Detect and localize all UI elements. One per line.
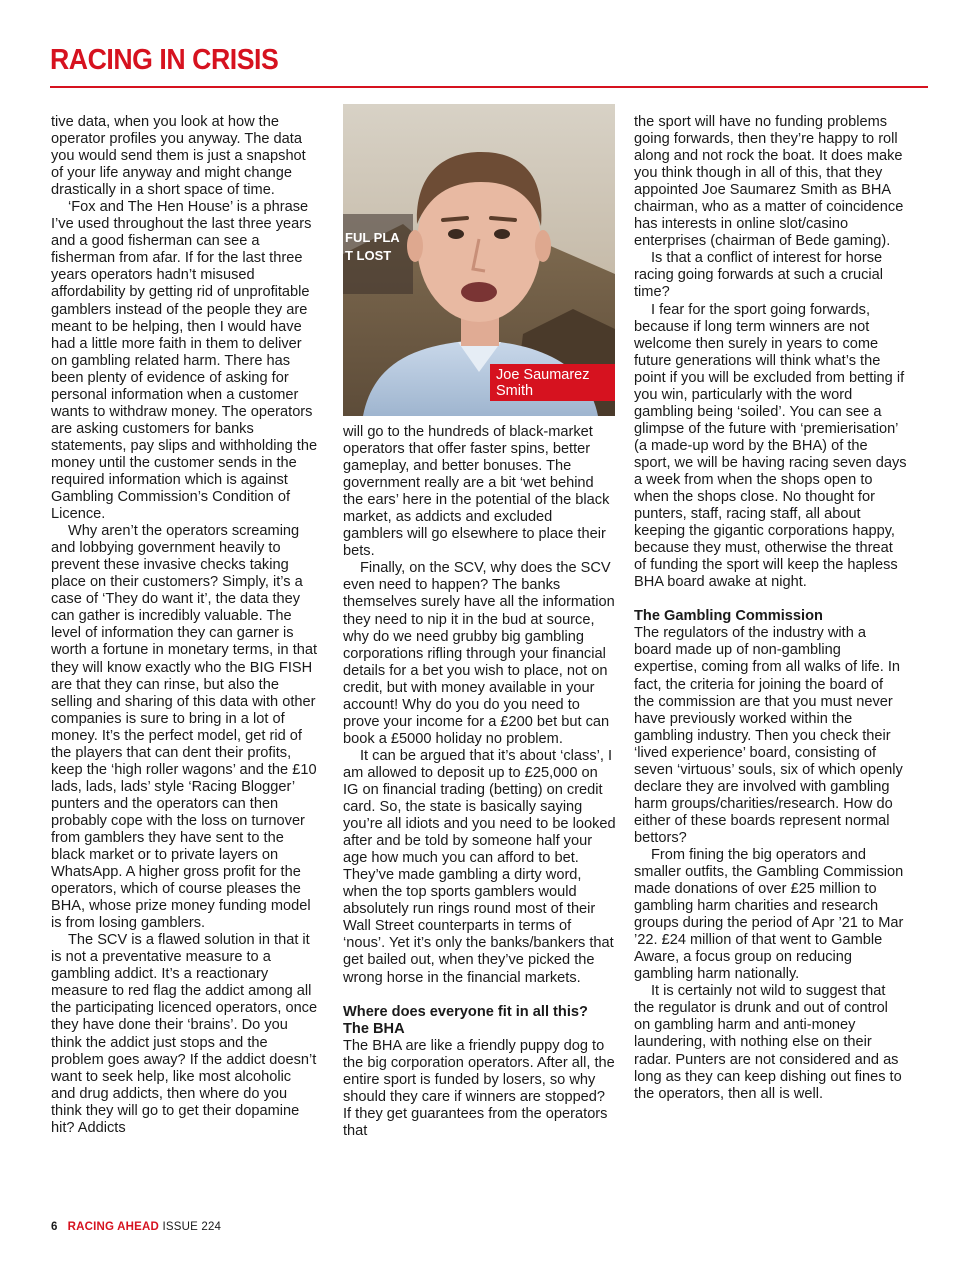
issue-number: ISSUE 224 [162, 1221, 222, 1233]
paragraph: It can be argued that it’s about ‘class’, I am allowed to deposit up to £25,000 on IG on financial trading (betting) on credit card. So, the state is basically saying you’re all idiots and you need to be looked after and be told by someone half your age how much you can afford to bet. They’ve made gambling a dirty word, when the top sports gamblers would absolutely run rings round most of their Wall Street counterparts in terms of ‘nous’. Yet it’s only the banks/bankers that get bailed out, when they’ve picked the wrong horse in the financial markets. [343, 747, 616, 986]
paragraph: Why aren’t the operators screaming and lobbying government heavily to prevent these invasive checks taking place on their customers? Simply, it’s a case of ‘They do want it’, the data they can gather is incredibly valuable. The level of information they can garner is worth a fortune in monetary terms, in that they will know exactly who the BIG FISH are that they can rinse, but also the selling and sharing of this data with other companies is sure to bring in a lot of money. It’s the perfect model, get rid of the players that can dent their profits, keep the ‘high roller wagons’ and the £10 lads, lads, lads’ style ‘Racing Blogger’ punters and the operators can then probably cope with the loss on turnover from gamblers they have sent to the black market or to private layers on WhatsApp. A higher gross profit for the operators, which of course pleases the BHA, whose prize money funding model is from losing gamblers. [51, 523, 318, 932]
paragraph: The regulators of the industry with a board made up of non-gambling expertise, coming from all walks of life. In fact, the criteria for joining the board of the commission are that you must never have previously worked within the gambling industry. Then you check their ‘lived experience’ board, consisting of seven ‘virtuous’ souls, six of which openly declare they are involved with gambling harm groups/charities/research. How do either of these boards represent normal bettors? [634, 625, 903, 846]
page-number: 6 [51, 1221, 58, 1233]
paragraph: From fining the big operators and smaller outfits, the Gambling Commission made donations of over £25 million to gambling harm charities and research groups during the period of Apr ’21 to Mar ’22. £24 million of that went to Gamble Aware, a focus group on reducing gambling harm nationally. [634, 846, 904, 983]
magazine-name: RACING AHEAD [67, 1221, 160, 1233]
column-2 [343, 424, 616, 1140]
paragraph: The BHA are like a friendly puppy dog to the big corporation operators. After all, the entire sport is funded by losers, so why should they care if winners are stopped? If they get guarantees from the operators that [343, 1037, 615, 1139]
background-sign-text: FUL PLA [345, 230, 400, 245]
paragraph: tive data, when you look at how the operator profiles you anyway. The data you would send them is just a snapshot of your life anyway and might change drastically in a short space of time. [51, 114, 306, 199]
paragraph: Is that a conflict of interest for horse racing going forwards at such a crucial time? [634, 250, 884, 301]
paragraph: I fear for the sport going forwards, because if long term winners are not welcome then surely in years to come future generations will think what’s the point if you will be excluded from betting if you win, particularly with the word gambling being ‘soiled’. You can see a glimpse of the future with ‘premierisation’ (a made-up word by the BHA) of the sport, we will be having racing seven days a week from when the shops open to when the shops close. No thought for punters, staff, racing staff, all about keeping the gigantic corporations happy, because they must, otherwise the threat of funding the sport will keep the hapless BHA board awake at night. [634, 301, 907, 591]
paragraph-gap [343, 987, 616, 1004]
paragraph: will go to the hundreds of black-market operators that offer faster spins, better gameplay, and better bonuses. The government really are a bit ‘wet behind the ears’ here in the potential of the black market, as addicts and excluded gamblers will go elsewhere to place their bets. [343, 424, 610, 560]
paragraph: the sport will have no funding problems going forwards, then they’re happy to roll along and not rock the boat. It does make you think though in all of this, that they appointed Joe Saumarez Smith as BHA chairman, who as a matter of coincidence has interests in online slot/casino enterprises (chairman of Bede gaming). [634, 114, 904, 250]
column-3 [634, 114, 907, 1103]
section-title: RACING IN CRISIS [50, 44, 279, 76]
photo-caption: Joe Saumarez Smith [490, 364, 615, 401]
header-rule [50, 86, 928, 88]
paragraph: The SCV is a flawed solution in that it is not a preventative measure to a gambling addict. It’s a reactionary measure to red flag the addict among all the participating licenced operators, once they have done their ‘brains’. Do you think the addict just stops and the problem goes away? If the addict doesn’t want to seek help, like most alcoholic and drug addicts, then where do you think they will go to get their dopamine hit? Addicts [51, 932, 318, 1136]
subheading: Where does everyone fit in all this? The BHA [343, 1003, 588, 1037]
column-1 [51, 114, 319, 1137]
paragraph-gap [634, 591, 907, 608]
page-footer [51, 1221, 221, 1233]
paragraph: ‘Fox and The Hen House’ is a phrase I’ve used throughout the last three years and a good fisherman can see a fisherman from afar. If for the last three years operators hadn’t misused affordability by getting rid of unprofitable gamblers instead of the people they are meant to be helping, then I would have had a little more faith in them to deliver on gambling related harm. There has been plenty of evidence of asking for personal information when a customer wants to withdraw money. The operators are asking customers for banks statements, pay slips and withholding the money until the customer sends in the required information which is against Gambling Commission’s Condition of Licence. [51, 199, 318, 523]
subheading: The Gambling Commission [634, 608, 823, 625]
paragraph: Finally, on the SCV, why does the SCV even need to happen? The banks themselves surely have all the information they need to nip it in the bud at source, why do we need grubby big gambling corporations rifling through your financial details for a bet you wish to place, not on credit, but with money available in your account! Why do you do you need to prove your income for a £200 bet but can book a £5000 holiday no problem. [343, 560, 615, 747]
paragraph: It is certainly not wild to suggest that the regulator is drunk and out of control on gambling harm and anti-money laundering, with nothing else on their radar. Punters are not considered and as long as they can keep dishing out fines to the operators, then all is well. [634, 983, 902, 1102]
background-sign-text: T LOST [345, 248, 392, 263]
